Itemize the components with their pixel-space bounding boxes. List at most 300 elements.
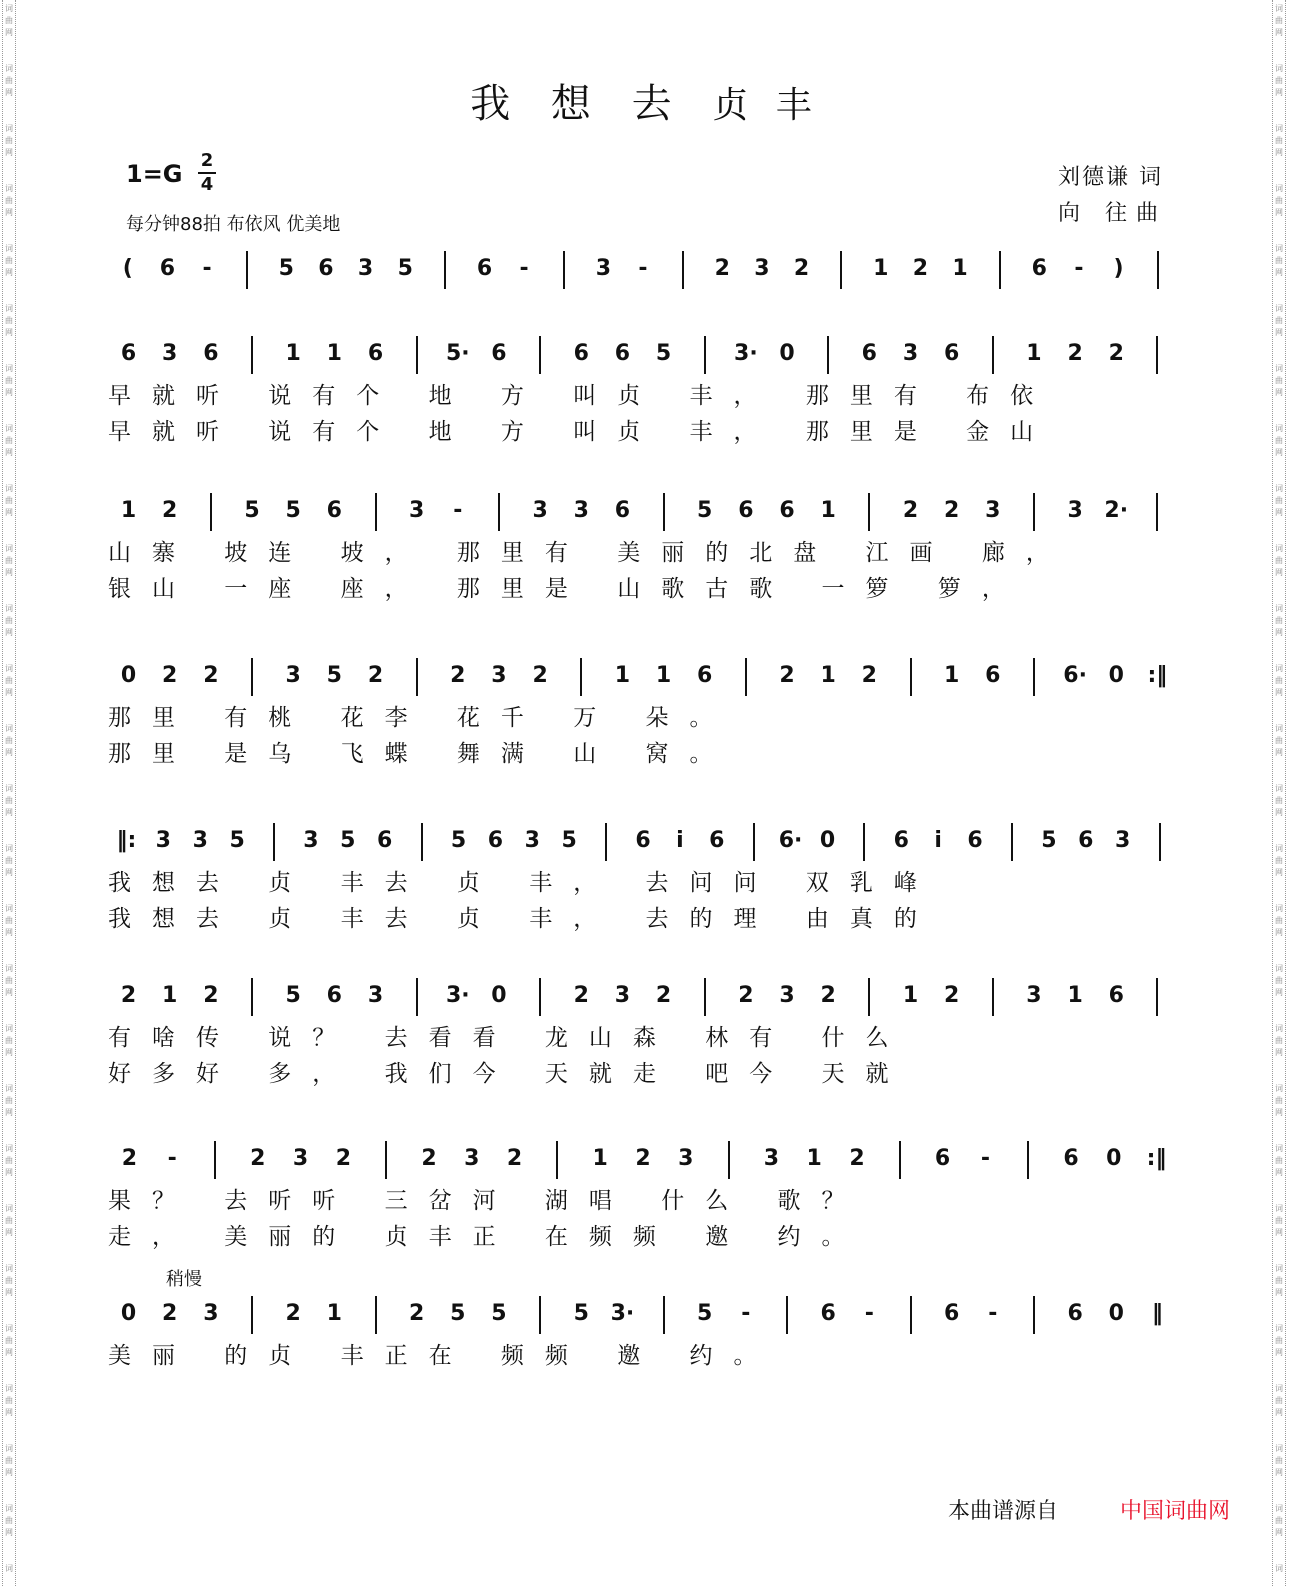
watermark-char: 曲 bbox=[1275, 1036, 1283, 1045]
watermark-char: 曲 bbox=[5, 1336, 13, 1345]
lyric-verse-2: 走， 美丽的 贞丰正 在频频 邀 约。 bbox=[108, 1224, 866, 1250]
watermark-char: 网 bbox=[1275, 1408, 1283, 1417]
watermark-char: 曲 bbox=[1275, 496, 1283, 505]
watermark-char: 网 bbox=[1275, 808, 1283, 817]
note-token: 6 bbox=[573, 341, 589, 366]
bar-line bbox=[444, 251, 446, 289]
watermark-char: 词 bbox=[1275, 1144, 1283, 1153]
watermark-char: 网 bbox=[1275, 628, 1283, 637]
footer-site-link[interactable]: 中国词曲网 bbox=[1120, 1499, 1231, 1524]
notation-row bbox=[108, 340, 1178, 382]
notation-row bbox=[108, 497, 1178, 539]
note-token: 3 bbox=[595, 256, 612, 281]
watermark-char: 词 bbox=[1275, 184, 1283, 193]
watermark-char: 词 bbox=[1275, 604, 1283, 613]
bar-line bbox=[1156, 336, 1158, 374]
watermark-char: 词 bbox=[1275, 1204, 1283, 1213]
watermark-char: 网 bbox=[1275, 28, 1283, 37]
watermark-char: 曲 bbox=[5, 1156, 13, 1165]
time-signature-top: 2 bbox=[200, 150, 214, 171]
watermark-char: 曲 bbox=[1275, 796, 1283, 805]
note-token: 6 bbox=[1108, 983, 1124, 1008]
note-token: 2· bbox=[1104, 498, 1129, 523]
watermark-char: 曲 bbox=[1275, 1516, 1283, 1525]
bar-line bbox=[416, 336, 418, 374]
note-token: 5 bbox=[1041, 828, 1057, 853]
note-token: 0 bbox=[120, 663, 137, 688]
lyric-verse-2: 好多好 多， 我们今 天就走 吧今 天就 bbox=[108, 1061, 910, 1087]
watermark-char: 曲 bbox=[5, 616, 13, 625]
title-main: 我 想 去 bbox=[470, 81, 686, 127]
note-token: 6 bbox=[614, 498, 631, 523]
watermark-char: 词 bbox=[1275, 964, 1283, 973]
watermark-char: 曲 bbox=[5, 196, 13, 205]
note-token: 3 bbox=[1067, 498, 1083, 523]
note-token: 2 bbox=[655, 983, 672, 1008]
note-token: 1 bbox=[873, 256, 889, 281]
bar-line bbox=[999, 251, 1001, 289]
lyric-verse-2: 早就听 说有个 地 方 叫贞 丰， 那里是 金山 bbox=[108, 419, 1055, 445]
note-token: 3 bbox=[524, 828, 540, 853]
watermark-char: 网 bbox=[1275, 1228, 1283, 1237]
watermark-char: 网 bbox=[5, 1348, 13, 1357]
bar-line bbox=[682, 251, 684, 289]
bar-line bbox=[728, 1141, 730, 1179]
note-token: 6· bbox=[1063, 663, 1087, 688]
note-token: 1 bbox=[655, 663, 672, 688]
watermark-char: 网 bbox=[1275, 988, 1283, 997]
watermark-char: 词 bbox=[1275, 1024, 1283, 1033]
watermark-char: 网 bbox=[5, 1288, 13, 1297]
note-token: 6 bbox=[491, 341, 507, 366]
watermark-char: 词 bbox=[5, 1324, 13, 1333]
note-token: 2 bbox=[635, 1146, 651, 1171]
note-token: 2 bbox=[203, 663, 219, 688]
note-token: 5· bbox=[445, 341, 470, 366]
bar-line bbox=[556, 1141, 558, 1179]
watermark-char: 曲 bbox=[5, 436, 13, 445]
title-small: 贞 丰 bbox=[712, 85, 820, 126]
note-token: ( bbox=[122, 256, 133, 281]
watermark-char: 词 bbox=[5, 484, 13, 493]
watermark-char: 网 bbox=[1275, 928, 1283, 937]
note-token: 2 bbox=[421, 1146, 437, 1171]
lyric-verse-1: 有啥传 说？ 去看看 龙山森 林有 什么 bbox=[108, 1025, 910, 1051]
note-token: 2 bbox=[1067, 341, 1083, 366]
note-token: 6 bbox=[1063, 1146, 1079, 1171]
bar-line bbox=[863, 823, 865, 861]
watermark-char: 网 bbox=[5, 388, 13, 397]
bar-line bbox=[385, 1141, 387, 1179]
note-token: 1 bbox=[614, 663, 631, 688]
bar-line bbox=[910, 1296, 912, 1334]
watermark-char: 词 bbox=[1275, 244, 1283, 253]
watermark-char: 词 bbox=[1275, 784, 1283, 793]
watermark-char: 曲 bbox=[1275, 1156, 1283, 1165]
watermark-char: 曲 bbox=[1275, 1096, 1283, 1105]
note-token: 6 bbox=[487, 828, 504, 853]
note-token: 6 bbox=[861, 341, 877, 366]
note-token: 3· bbox=[610, 1301, 635, 1326]
key-signature: 1=G bbox=[126, 160, 183, 188]
watermark-char: 词 bbox=[5, 604, 13, 613]
note-token: 2 bbox=[120, 983, 137, 1008]
watermark-char: 词 bbox=[5, 1564, 13, 1573]
note-token: 5 bbox=[697, 498, 713, 523]
watermark-char: 网 bbox=[1275, 1108, 1283, 1117]
note-token: 3 bbox=[614, 983, 631, 1008]
note-token: 2 bbox=[943, 498, 960, 523]
watermark-char: 词 bbox=[1275, 544, 1283, 553]
watermark-char: 曲 bbox=[5, 796, 13, 805]
note-token: 6 bbox=[893, 828, 909, 853]
note-token: 3 bbox=[357, 256, 374, 281]
bar-line bbox=[1156, 978, 1158, 1016]
bar-line bbox=[1156, 493, 1158, 531]
composer-credit: 向 往曲 bbox=[1058, 201, 1167, 226]
bar-line bbox=[1033, 658, 1035, 696]
bar-line bbox=[273, 823, 275, 861]
watermark-char: 网 bbox=[5, 1168, 13, 1177]
note-token: - bbox=[988, 1301, 998, 1326]
watermark-char: 词 bbox=[5, 1264, 13, 1273]
note-token: 3 bbox=[367, 983, 384, 1008]
watermark-char: 词 bbox=[5, 1444, 13, 1453]
note-token: 2 bbox=[738, 983, 754, 1008]
note-token: 6 bbox=[1078, 828, 1094, 853]
note-token: 2 bbox=[912, 256, 929, 281]
watermark-char: 网 bbox=[1275, 508, 1283, 517]
bar-line bbox=[498, 493, 500, 531]
watermark-char: 词 bbox=[1275, 124, 1283, 133]
note-token: - bbox=[864, 1301, 874, 1326]
note-token: 6 bbox=[326, 498, 342, 523]
watermark-char: 网 bbox=[5, 808, 13, 817]
note-token: 2 bbox=[793, 256, 810, 281]
note-token: 6 bbox=[985, 663, 1001, 688]
note-token: 2 bbox=[162, 663, 178, 688]
note-token: 0 bbox=[491, 983, 507, 1008]
watermark-char: 词 bbox=[5, 424, 13, 433]
note-token: 5 bbox=[244, 498, 260, 523]
note-token: 1 bbox=[326, 1301, 342, 1326]
watermark-char: 曲 bbox=[1275, 316, 1283, 325]
watermark-char: 曲 bbox=[5, 856, 13, 865]
watermark-char: 曲 bbox=[1275, 676, 1283, 685]
watermark-char: 词 bbox=[5, 664, 13, 673]
watermark-char: 网 bbox=[5, 88, 13, 97]
watermark-char: 网 bbox=[1275, 868, 1283, 877]
note-token: ‖: bbox=[116, 828, 137, 853]
note-token: 3 bbox=[754, 256, 770, 281]
watermark-char: 网 bbox=[5, 1408, 13, 1417]
note-token: 1 bbox=[952, 256, 968, 281]
note-token: 0 bbox=[1108, 1301, 1124, 1326]
note-token: 6 bbox=[326, 983, 342, 1008]
bar-line bbox=[251, 978, 253, 1016]
note-token: 6· bbox=[778, 828, 803, 853]
watermark-char: 词 bbox=[5, 364, 13, 373]
note-token: 5 bbox=[561, 828, 577, 853]
note-token: 3 bbox=[779, 983, 795, 1008]
bar-line bbox=[868, 978, 870, 1016]
watermark-char: 曲 bbox=[5, 1096, 13, 1105]
note-token: 2 bbox=[943, 983, 960, 1008]
watermark-char: 曲 bbox=[5, 1276, 13, 1285]
bar-line bbox=[992, 978, 994, 1016]
watermark-char: 曲 bbox=[5, 1396, 13, 1405]
watermark-char: 曲 bbox=[5, 676, 13, 685]
note-token: 6 bbox=[1031, 256, 1047, 281]
note-token: 2 bbox=[820, 983, 836, 1008]
note-token: 1 bbox=[943, 663, 960, 688]
note-token: ) bbox=[1113, 256, 1124, 281]
note-token: 3· bbox=[734, 341, 758, 366]
watermark-char: 曲 bbox=[1275, 1276, 1283, 1285]
notation-row bbox=[108, 1300, 1178, 1342]
watermark-char: 网 bbox=[1275, 1348, 1283, 1357]
watermark-char: 曲 bbox=[1275, 1396, 1283, 1405]
watermark-char: 曲 bbox=[5, 976, 13, 985]
watermark-char: 曲 bbox=[1275, 616, 1283, 625]
note-token: 1 bbox=[820, 498, 836, 523]
note-token: 2 bbox=[250, 1146, 266, 1171]
lyricist-credit: 刘德谦 词 bbox=[1058, 165, 1163, 190]
bar-line bbox=[1157, 251, 1159, 289]
watermark-char: 词 bbox=[5, 844, 13, 853]
note-token: 5 bbox=[340, 828, 356, 853]
note-token: 3 bbox=[763, 1146, 780, 1171]
watermark-char: 词 bbox=[1275, 1564, 1283, 1573]
bar-line bbox=[840, 251, 842, 289]
note-token: - bbox=[167, 1146, 177, 1171]
watermark-char: 网 bbox=[5, 1048, 13, 1057]
watermark-char: 网 bbox=[5, 1528, 13, 1537]
lyric-verse-1: 早就听 说有个 地 方 叫贞 丰， 那里有 布依 bbox=[108, 383, 1055, 409]
notation-row bbox=[108, 982, 1178, 1024]
watermark-char: 网 bbox=[5, 268, 13, 277]
watermark-char: 网 bbox=[5, 748, 13, 757]
watermark-char: 词 bbox=[1275, 904, 1283, 913]
note-token: 5 bbox=[450, 1301, 466, 1326]
note-token: 2 bbox=[779, 663, 795, 688]
bar-line bbox=[663, 1296, 665, 1334]
note-token: 1 bbox=[162, 983, 178, 1008]
watermark-char: 网 bbox=[5, 208, 13, 217]
bar-line bbox=[580, 658, 582, 696]
note-token: i bbox=[676, 828, 684, 853]
watermark-char: 曲 bbox=[1275, 1336, 1283, 1345]
note-token: 6 bbox=[934, 1146, 951, 1171]
watermark-char: 词 bbox=[1275, 1504, 1283, 1513]
watermark-char: 曲 bbox=[1275, 256, 1283, 265]
note-token: 3 bbox=[985, 498, 1001, 523]
watermark-char: 词 bbox=[5, 724, 13, 733]
watermark-char: 网 bbox=[1275, 388, 1283, 397]
watermark-char: 词 bbox=[1275, 1444, 1283, 1453]
bar-line bbox=[899, 1141, 901, 1179]
watermark-char: 词 bbox=[5, 1504, 13, 1513]
note-token: 5 bbox=[229, 828, 245, 853]
watermark-char: 网 bbox=[1275, 208, 1283, 217]
watermark-char: 曲 bbox=[5, 1516, 13, 1525]
bar-line bbox=[827, 336, 829, 374]
watermark-char: 词 bbox=[5, 1384, 13, 1393]
watermark-char: 词 bbox=[5, 304, 13, 313]
note-token: 3 bbox=[678, 1146, 694, 1171]
note-token: 3 bbox=[902, 341, 919, 366]
watermark-char: 网 bbox=[1275, 328, 1283, 337]
note-token: 6 bbox=[943, 1301, 960, 1326]
watermark-char: 曲 bbox=[1275, 736, 1283, 745]
watermark-char: 曲 bbox=[1275, 16, 1283, 25]
watermark-char: 网 bbox=[1275, 88, 1283, 97]
watermark-char: 曲 bbox=[5, 16, 13, 25]
watermark-char: 网 bbox=[5, 928, 13, 937]
note-token: 6 bbox=[709, 828, 725, 853]
note-token: 6 bbox=[203, 341, 219, 366]
watermark-char: 曲 bbox=[1275, 136, 1283, 145]
note-token: - bbox=[202, 256, 212, 281]
bar-line bbox=[539, 336, 541, 374]
note-token: 1 bbox=[1026, 341, 1042, 366]
note-token: 5 bbox=[285, 983, 301, 1008]
watermark-char: 曲 bbox=[5, 496, 13, 505]
note-token: 3 bbox=[285, 663, 301, 688]
watermark-char: 词 bbox=[1275, 1324, 1283, 1333]
watermark-char: 曲 bbox=[1275, 916, 1283, 925]
watermark-char: 词 bbox=[1275, 844, 1283, 853]
watermark-char: 网 bbox=[5, 988, 13, 997]
note-token: 3 bbox=[155, 828, 171, 853]
notation-row bbox=[108, 827, 1178, 869]
note-token: 1 bbox=[820, 663, 836, 688]
note-token: 5 bbox=[573, 1301, 589, 1326]
watermark-char: 词 bbox=[5, 1024, 13, 1033]
watermark-char: 词 bbox=[5, 784, 13, 793]
watermark-char: 曲 bbox=[5, 556, 13, 565]
note-token: 6 bbox=[738, 498, 754, 523]
watermark-char: 网 bbox=[5, 868, 13, 877]
watermark-char: 曲 bbox=[5, 1036, 13, 1045]
bar-line bbox=[210, 493, 212, 531]
note-token: 1 bbox=[806, 1146, 822, 1171]
watermark-char: 网 bbox=[1275, 688, 1283, 697]
watermark-char: 网 bbox=[5, 148, 13, 157]
watermark-char: 网 bbox=[1275, 448, 1283, 457]
note-token: 2 bbox=[902, 498, 919, 523]
watermark-char: 曲 bbox=[1275, 76, 1283, 85]
bar-line bbox=[910, 658, 912, 696]
note-token: 3 bbox=[491, 663, 507, 688]
note-token: 3 bbox=[532, 498, 548, 523]
watermark-char: 网 bbox=[1275, 568, 1283, 577]
note-token: 3· bbox=[445, 983, 470, 1008]
note-token: 2 bbox=[162, 1301, 178, 1326]
watermark-char: 网 bbox=[5, 508, 13, 517]
watermark-char: 词 bbox=[5, 64, 13, 73]
watermark-char: 曲 bbox=[5, 316, 13, 325]
bar-line bbox=[1033, 493, 1035, 531]
watermark-char: 曲 bbox=[1275, 856, 1283, 865]
watermark-char: 曲 bbox=[5, 256, 13, 265]
watermark-char: 词 bbox=[1275, 1384, 1283, 1393]
watermark-char: 网 bbox=[1275, 1168, 1283, 1177]
note-token: 2 bbox=[367, 663, 384, 688]
bar-line bbox=[1011, 823, 1013, 861]
watermark-char: 网 bbox=[5, 328, 13, 337]
note-token: 6 bbox=[377, 828, 393, 853]
note-token: 3 bbox=[573, 498, 589, 523]
note-token: 2 bbox=[573, 983, 589, 1008]
note-token: 2 bbox=[121, 1146, 138, 1171]
lyric-verse-2: 那里 是乌 飞蝶 舞满 山 窝。 bbox=[108, 741, 734, 767]
note-token: 3 bbox=[292, 1146, 309, 1171]
note-token: 5 bbox=[655, 341, 672, 366]
watermark-char: 曲 bbox=[1275, 376, 1283, 385]
lyric-verse-2: 我想去 贞 丰去 贞 丰， 去的理 由真的 bbox=[108, 906, 938, 932]
watermark-char: 词 bbox=[1275, 484, 1283, 493]
note-token: 2 bbox=[849, 1146, 865, 1171]
note-token: 6 bbox=[367, 341, 384, 366]
bar-line bbox=[704, 336, 706, 374]
watermark-char: 词 bbox=[1275, 424, 1283, 433]
watermark-char: 网 bbox=[5, 448, 13, 457]
bar-line bbox=[416, 658, 418, 696]
bar-line bbox=[539, 1296, 541, 1334]
lyric-verse-1: 那里 有桃 花李 花千 万 朵。 bbox=[108, 705, 734, 731]
bar-line bbox=[421, 823, 423, 861]
lyric-verse-2: 银山 一座 座， 那里是 山歌古歌 一箩 箩， bbox=[108, 576, 1026, 602]
note-token: 1 bbox=[120, 498, 137, 523]
watermark-char: 词 bbox=[5, 964, 13, 973]
bar-line bbox=[251, 658, 253, 696]
bar-line bbox=[1159, 823, 1161, 861]
note-token: 6 bbox=[635, 828, 651, 853]
note-token: - bbox=[980, 1146, 990, 1171]
watermark-char: 曲 bbox=[5, 1216, 13, 1225]
watermark-char: 网 bbox=[1275, 1468, 1283, 1477]
watermark-char: 词 bbox=[5, 1084, 13, 1093]
watermark-char: 词 bbox=[5, 4, 13, 13]
watermark-char: 词 bbox=[5, 244, 13, 253]
note-token: 0 bbox=[779, 341, 795, 366]
watermark-char: 网 bbox=[1275, 148, 1283, 157]
note-token: 5 bbox=[697, 1301, 713, 1326]
watermark-char: 曲 bbox=[5, 736, 13, 745]
note-token: 2 bbox=[203, 983, 219, 1008]
note-token: 2 bbox=[162, 498, 178, 523]
watermark-char: 曲 bbox=[5, 916, 13, 925]
watermark-char: 词 bbox=[5, 184, 13, 193]
note-token: 2 bbox=[861, 663, 877, 688]
bar-line bbox=[663, 493, 665, 531]
watermark-char: 网 bbox=[5, 1468, 13, 1477]
lyric-verse-1: 山寨 坡连 坡， 那里有 美丽的北盘 江画 廊， bbox=[108, 540, 1070, 566]
notation-row bbox=[108, 1145, 1178, 1187]
bar-line bbox=[214, 1141, 216, 1179]
bar-line bbox=[605, 823, 607, 861]
bar-line bbox=[745, 658, 747, 696]
lyric-verse-1: 我想去 贞 丰去 贞 丰， 去问问 双乳峰 bbox=[108, 870, 938, 896]
lyric-verse-1: 果？ 去听听 三岔河 湖唱 什么 歌？ bbox=[108, 1188, 866, 1214]
watermark-char: 词 bbox=[1275, 364, 1283, 373]
bar-line bbox=[539, 978, 541, 1016]
tempo-marking: 每分钟88拍 布依风 优美地 bbox=[126, 214, 341, 235]
note-token: 5 bbox=[491, 1301, 507, 1326]
note-token: 5 bbox=[397, 256, 413, 281]
note-token: 0 bbox=[120, 1301, 137, 1326]
